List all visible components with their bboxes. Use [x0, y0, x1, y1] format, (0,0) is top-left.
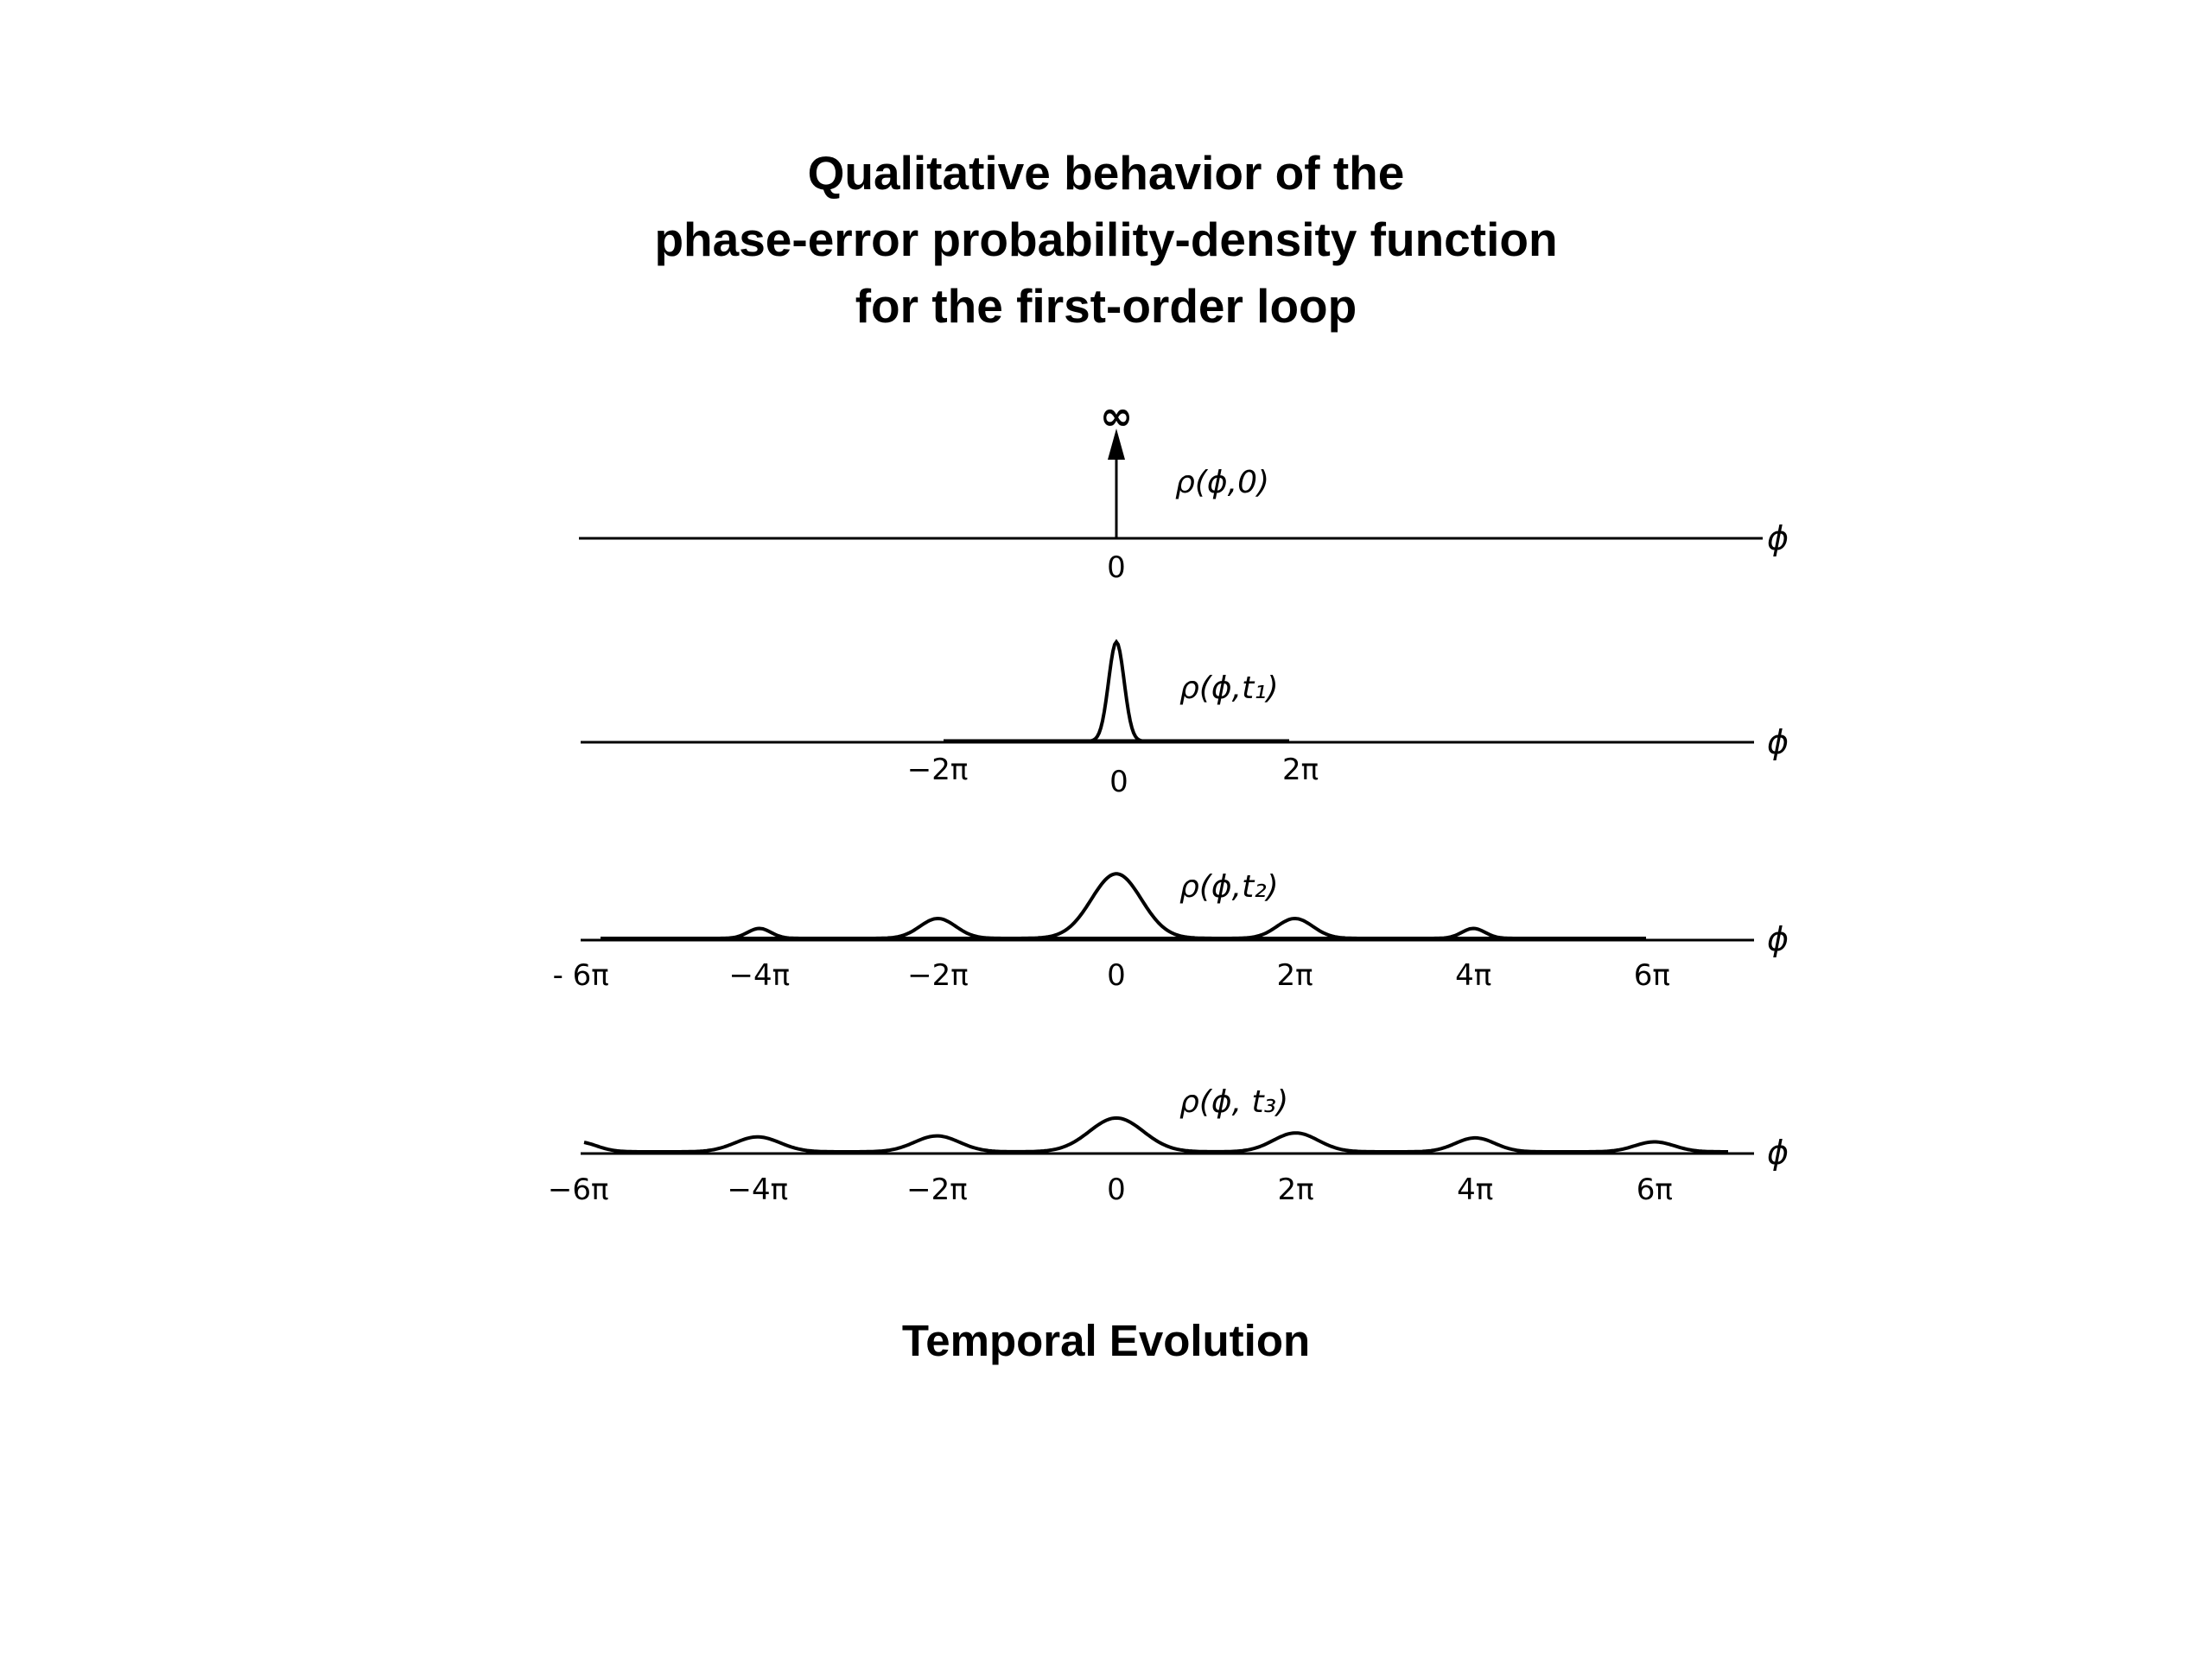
panel-2-tick-2pi: 2π: [1281, 753, 1319, 787]
panel-3-tick-4: 2π: [1276, 958, 1313, 993]
title-line-2: phase-error probability-density function: [654, 213, 1558, 266]
panel-3-tick-3: 0: [1107, 958, 1126, 993]
panel-4-tick-6: 6π: [1636, 1173, 1673, 1207]
panel-3-tick-0: - 6π: [552, 958, 609, 993]
axis-symbol-panel-2: ϕ: [1767, 723, 1789, 761]
title-line-3: for the first-order loop: [855, 279, 1357, 333]
panel-3-tick-6: 6π: [1633, 958, 1670, 993]
panel-2-tick-neg2pi: −2π: [906, 753, 969, 787]
panel-4-label: ρ(ϕ, t₃): [1179, 1084, 1289, 1120]
panel-4-tick-4: 2π: [1277, 1173, 1314, 1207]
panel-2-label: ρ(ϕ,t₁): [1179, 671, 1279, 706]
figure-caption: Temporal Evolution: [901, 1316, 1311, 1365]
title-line-1: Qualitative behavior of the: [807, 146, 1405, 200]
panel-3-tick-1: −4π: [728, 958, 791, 993]
pdf-curve-t3: [584, 1118, 1728, 1152]
panel-4-tick-2: −2π: [906, 1173, 968, 1207]
panel-4-tick-5: 4π: [1457, 1173, 1494, 1207]
panel-t2: [553, 869, 1789, 993]
panel-3-tick-5: 4π: [1455, 958, 1492, 993]
panel-4-tick-0: −6π: [547, 1173, 609, 1207]
panel-t0: [579, 392, 1789, 585]
panel-4-tick-1: −4π: [727, 1173, 789, 1207]
pdf-curve-t2: [601, 874, 1646, 938]
axis-symbol-panel-1: ϕ: [1767, 519, 1789, 557]
axis-symbol-panel-4: ϕ: [1767, 1134, 1789, 1172]
panel-3-tick-2: −2π: [907, 958, 969, 993]
panel-1-tick-0: 0: [1107, 550, 1126, 585]
infinity-symbol: ∞: [1099, 392, 1134, 439]
panel-3-label: ρ(ϕ,t₂): [1179, 869, 1279, 905]
panel-4-tick-3: 0: [1107, 1173, 1126, 1207]
axis-symbol-panel-3: ϕ: [1767, 920, 1789, 958]
panel-2-tick-0: 0: [1109, 765, 1128, 799]
panel-t3: [548, 1084, 1789, 1207]
panel-1-label: ρ(ϕ,0): [1175, 465, 1270, 500]
panel-t1: [581, 642, 1789, 799]
